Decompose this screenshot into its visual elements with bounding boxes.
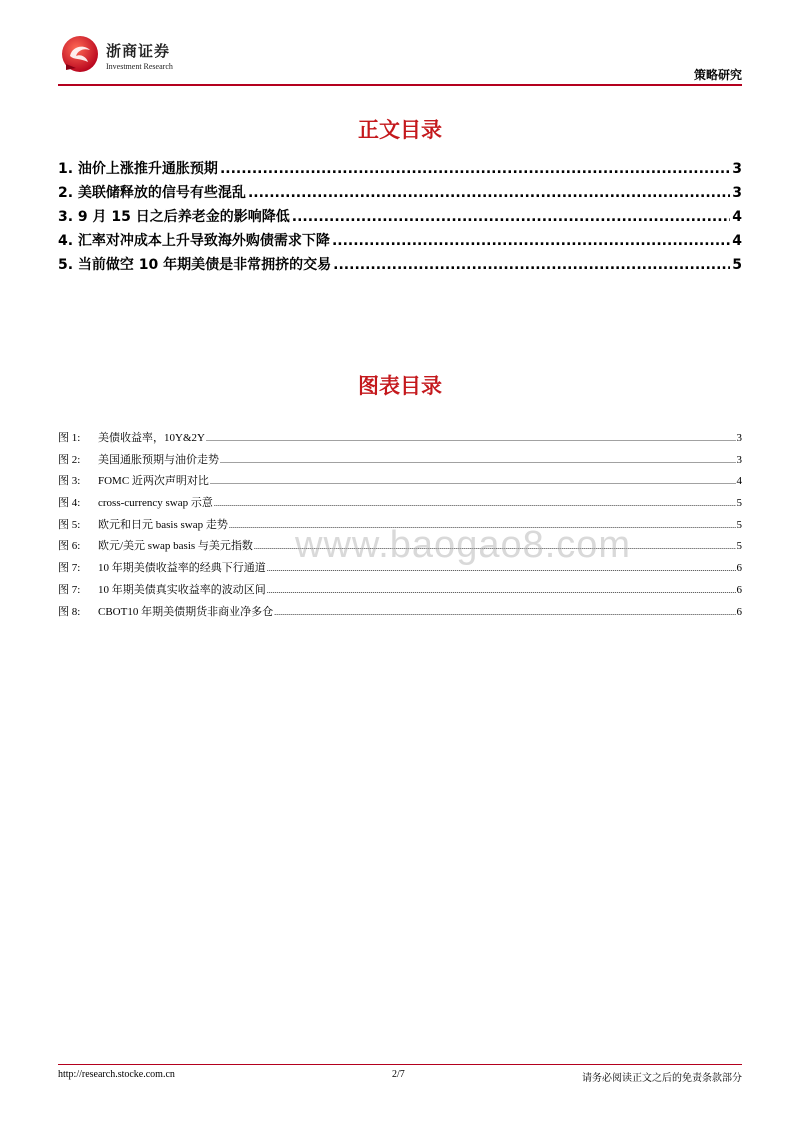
header-divider: [58, 84, 742, 86]
dot-leader: [210, 477, 736, 486]
figure-caption: 美国通胀预期与油价走势: [98, 453, 219, 466]
brand-name-cn: 浙商证券: [106, 42, 171, 60]
figure-number: 图 7:: [58, 562, 81, 575]
dot-leader: [206, 434, 736, 443]
company-logo-icon: [60, 34, 100, 74]
figure-caption: 欧元/美元 swap basis 与美元指数: [98, 540, 253, 553]
dot-leader: [267, 586, 736, 595]
figure-page: 5: [736, 497, 742, 510]
toc-entry-label: 3. 9 月 15 日之后养老金的影响降低: [58, 209, 290, 225]
footer-divider: [58, 1064, 742, 1065]
figure-page: 6: [736, 583, 742, 596]
footer-url-link[interactable]: http://research.stocke.com.cn: [58, 1069, 175, 1080]
toc-entry-page: 4: [732, 233, 742, 249]
dot-leader: [220, 161, 730, 177]
toc-entry-page: 3: [732, 161, 742, 177]
toc-entry-label: 2. 美联储释放的信号有些混乱: [58, 185, 246, 201]
figure-number: 图 7:: [58, 583, 81, 596]
figure-entry[interactable]: [58, 429, 742, 451]
toc-entry[interactable]: [58, 182, 742, 206]
brand-name-en: Investment Research: [106, 62, 173, 71]
figure-entry[interactable]: [58, 451, 742, 473]
figure-page: 5: [736, 518, 742, 531]
toc-entry[interactable]: [58, 254, 742, 278]
toc-entry-label: 5. 当前做空 10 年期美债是非常拥挤的交易: [58, 257, 332, 273]
toc-entry[interactable]: [58, 206, 742, 230]
figure-entry[interactable]: [58, 472, 742, 494]
page-header: [0, 0, 800, 90]
toc-entry-label: 4. 汇率对冲成本上升导致海外购债需求下降: [58, 233, 330, 249]
dot-leader: [274, 608, 735, 617]
figure-number: 图 5:: [58, 518, 81, 531]
dot-leader: [220, 456, 736, 465]
figure-entry[interactable]: [58, 581, 742, 603]
figure-number: 图 4:: [58, 497, 81, 510]
figure-page: 5: [736, 540, 742, 553]
toc-entry-page: 4: [732, 209, 742, 225]
dot-leader: [292, 209, 730, 225]
figure-page: 4: [736, 475, 742, 488]
figure-list-title: 图表目录: [358, 374, 442, 398]
toc-entry-page: 3: [732, 185, 742, 201]
disclaimer-note: 请务必阅读正文之后的免责条款部分: [582, 1073, 742, 1084]
figure-caption: cross-currency swap 示意: [98, 497, 213, 510]
figure-caption: 10 年期美债收益率的经典下行通道: [98, 562, 266, 575]
figure-caption: CBOT10 年期美债期货非商业净多仓: [98, 605, 274, 618]
figure-caption: FOMC 近两次声明对比: [98, 475, 209, 488]
watermark: www.baogao8.com: [295, 524, 632, 566]
figure-number: 图 3:: [58, 475, 81, 488]
toc-entry[interactable]: [58, 230, 742, 254]
dot-leader: [333, 257, 730, 273]
toc-title: 正文目录: [358, 118, 442, 142]
figure-page: 6: [736, 605, 742, 618]
dot-leader: [214, 499, 736, 508]
toc-entry-label: 1. 油价上涨推升通胀预期: [58, 161, 218, 177]
figure-page: 3: [736, 432, 742, 444]
page-number: 2/7: [392, 1069, 405, 1080]
figure-number: 图 8:: [58, 605, 81, 618]
dot-leader: [332, 233, 730, 249]
figure-page: 3: [736, 453, 742, 466]
department-label: 策略研究: [693, 68, 742, 82]
figure-caption: 美债收益率，10Y&2Y: [98, 432, 205, 444]
figure-number: 图 6:: [58, 540, 81, 553]
figure-entry[interactable]: [58, 603, 742, 625]
toc-entry[interactable]: [58, 158, 742, 182]
figure-caption: 10 年期美债真实收益率的波动区间: [98, 583, 266, 596]
figure-caption: 欧元和日元 basis swap 走势: [98, 518, 228, 531]
figure-number: 图 1:: [58, 432, 81, 444]
figure-entry[interactable]: [58, 494, 742, 516]
toc-entry-page: 5: [732, 257, 742, 273]
figure-number: 图 2:: [58, 453, 81, 466]
figure-page: 6: [736, 562, 742, 575]
dot-leader: [248, 185, 730, 201]
table-of-contents: [58, 158, 742, 278]
